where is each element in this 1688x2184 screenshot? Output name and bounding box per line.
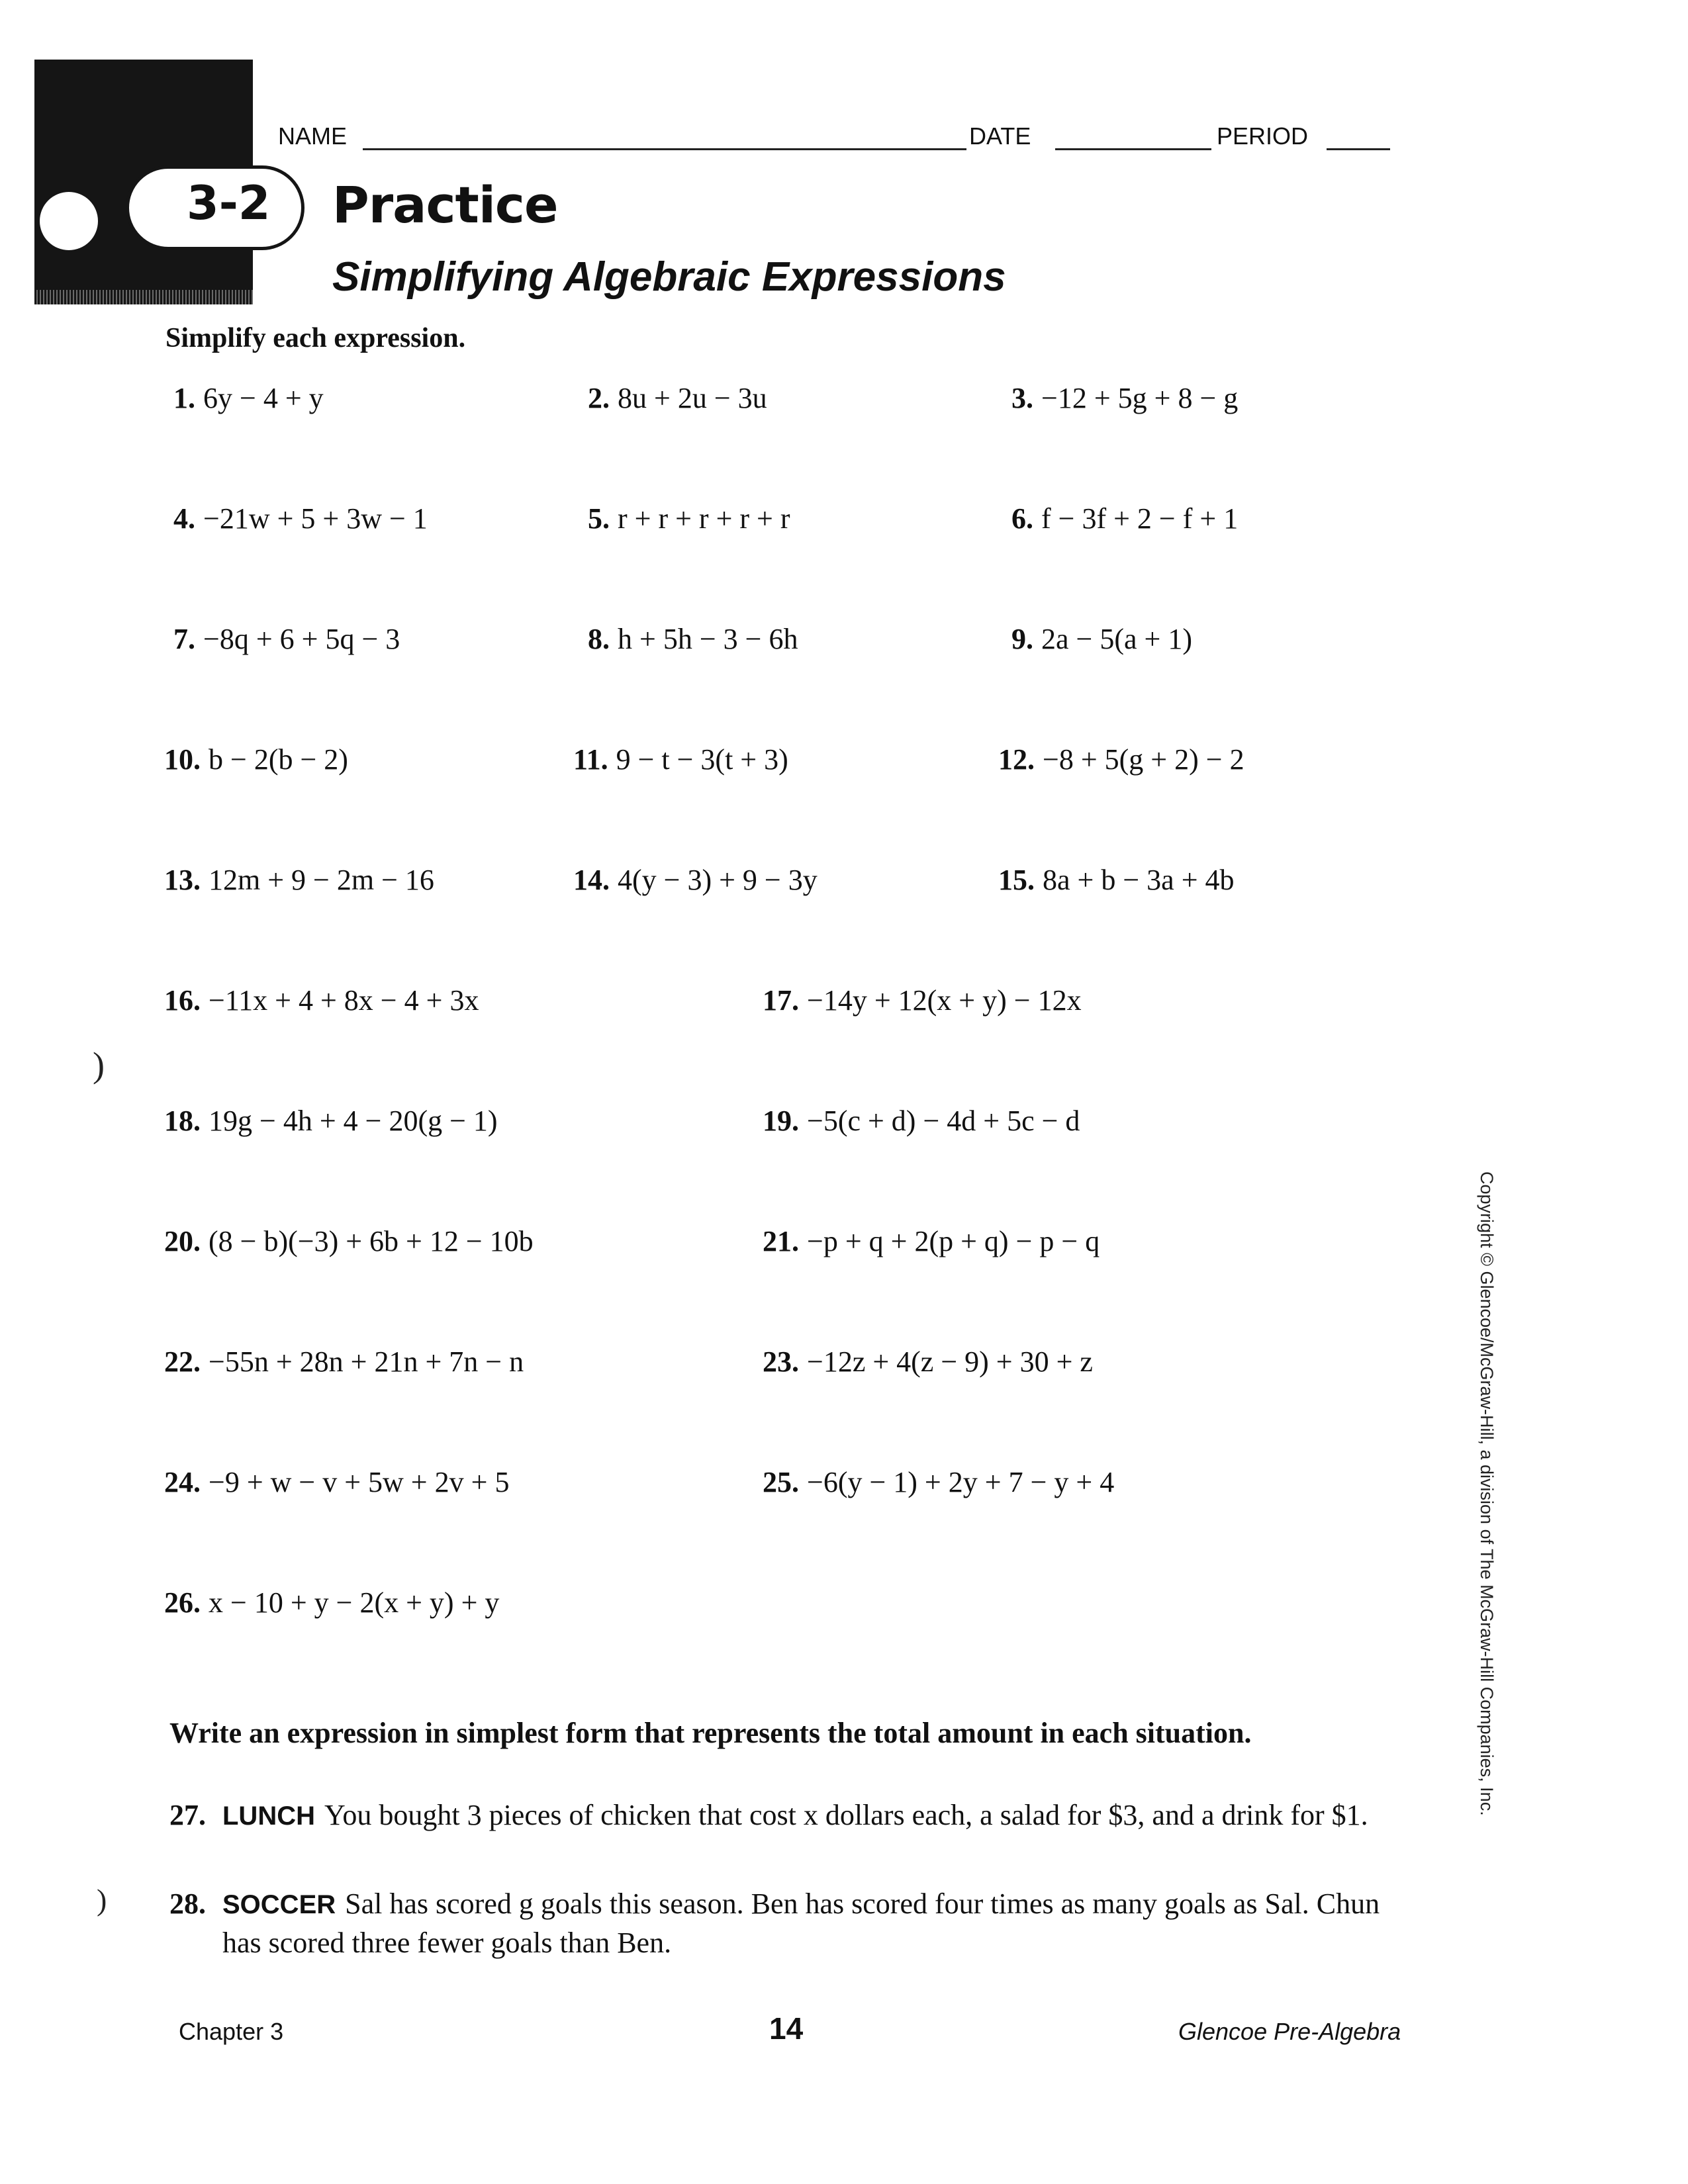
problem-expression: 2a − 5(a + 1) bbox=[1041, 623, 1192, 655]
period-field[interactable] bbox=[1327, 148, 1390, 150]
word-problem-number: 27. bbox=[169, 1799, 206, 1831]
word-problem-body bbox=[169, 1885, 1414, 1962]
problem-item bbox=[164, 1107, 498, 1136]
problem-item bbox=[998, 866, 1235, 895]
problem-item bbox=[763, 1468, 1114, 1497]
problem-item bbox=[1011, 504, 1238, 533]
problem-number: 25. bbox=[763, 1466, 799, 1498]
problem-number: 20. bbox=[164, 1225, 201, 1257]
problem-expression: 19g − 4h + 4 − 20(g − 1) bbox=[209, 1105, 498, 1137]
problem-item bbox=[588, 384, 767, 413]
problem-item bbox=[164, 1227, 534, 1256]
problem-item bbox=[173, 504, 428, 533]
problem-item bbox=[173, 625, 400, 654]
problem-expression: −12z + 4(z − 9) + 30 + z bbox=[807, 1345, 1093, 1378]
margin-mark: ) bbox=[97, 1883, 107, 1917]
problem-number: 18. bbox=[164, 1105, 201, 1137]
word-problem-item bbox=[169, 1796, 1414, 1835]
problem-expression: 12m + 9 − 2m − 16 bbox=[209, 864, 434, 896]
problem-item bbox=[164, 986, 479, 1015]
page-subtitle: Simplifying Algebraic Expressions bbox=[332, 254, 1006, 300]
problem-expression: 9 − t − 3(t + 3) bbox=[616, 743, 788, 776]
copyright-notice bbox=[1473, 1171, 1499, 1816]
problem-number: 2. bbox=[588, 382, 610, 414]
problem-expression: b − 2(b − 2) bbox=[209, 743, 348, 776]
problem-number: 23. bbox=[763, 1345, 799, 1378]
problem-expression: −8 + 5(g + 2) − 2 bbox=[1043, 743, 1244, 776]
problem-expression: 8u + 2u − 3u bbox=[618, 382, 767, 414]
problem-number: 24. bbox=[164, 1466, 201, 1498]
problem-expression: −5(c + d) − 4d + 5c − d bbox=[807, 1105, 1080, 1137]
problem-number: 13. bbox=[164, 864, 201, 896]
footer-book-title: Glencoe Pre-Algebra bbox=[1178, 2018, 1401, 2045]
date-label: DATE bbox=[969, 122, 1031, 150]
problem-expression: −55n + 28n + 21n + 7n − n bbox=[209, 1345, 524, 1378]
problem-expression: h + 5h − 3 − 6h bbox=[618, 623, 798, 655]
problem-expression: 4(y − 3) + 9 − 3y bbox=[618, 864, 818, 896]
problem-item bbox=[1011, 625, 1192, 654]
problem-number: 8. bbox=[588, 623, 610, 655]
problem-item bbox=[164, 745, 348, 774]
word-problem-number: 28. bbox=[169, 1888, 206, 1920]
problem-expression: −p + q + 2(p + q) − p − q bbox=[807, 1225, 1100, 1257]
problem-expression: −12 + 5g + 8 − g bbox=[1041, 382, 1239, 414]
word-problem-instructions: Write an expression in simplest form that represents the total amount in each situation. bbox=[169, 1717, 1252, 1749]
problem-number: 17. bbox=[763, 984, 799, 1017]
page-title: Practice bbox=[332, 175, 558, 234]
problem-item bbox=[588, 504, 790, 533]
problem-number: 11. bbox=[573, 743, 608, 776]
problem-number: 3. bbox=[1011, 382, 1033, 414]
problem-item bbox=[164, 866, 434, 895]
problem-item bbox=[588, 625, 798, 654]
problem-expression: 6y − 4 + y bbox=[203, 382, 324, 414]
word-problem-body bbox=[169, 1796, 1414, 1835]
problem-expression: r + r + r + r + r bbox=[618, 502, 790, 535]
problem-item bbox=[164, 1588, 499, 1617]
problem-expression: 8a + b − 3a + 4b bbox=[1043, 864, 1235, 896]
problem-number: 15. bbox=[998, 864, 1035, 896]
problem-expression: f − 3f + 2 − f + 1 bbox=[1041, 502, 1239, 535]
problem-item bbox=[998, 745, 1244, 774]
problem-expression: −6(y − 1) + 2y + 7 − y + 4 bbox=[807, 1466, 1115, 1498]
margin-mark: ) bbox=[93, 1045, 105, 1085]
word-problem-text: You bought 3 pieces of chicken that cost x dollars each, a salad for $3, and a drink for $1. bbox=[324, 1799, 1368, 1831]
problem-item bbox=[573, 745, 788, 774]
lesson-number: 3-2 bbox=[187, 176, 271, 230]
problem-number: 7. bbox=[173, 623, 195, 655]
problem-item bbox=[164, 1468, 509, 1497]
problem-item bbox=[763, 1347, 1093, 1377]
section-instructions: Simplify each expression. bbox=[165, 323, 466, 353]
punch-hole-circle bbox=[40, 192, 98, 250]
footer-chapter: Chapter 3 bbox=[179, 2018, 284, 2045]
word-problem-text: Sal has scored g goals this season. Ben has scored four times as many goals as Sal. Chun has scored three fewer goals than Ben. bbox=[222, 1888, 1380, 1959]
problem-number: 4. bbox=[173, 502, 195, 535]
word-problem-topic: SOCCER bbox=[222, 1890, 336, 1919]
problem-item bbox=[164, 1347, 524, 1377]
problem-expression: −11x + 4 + 8x − 4 + 3x bbox=[209, 984, 479, 1017]
problem-number: 14. bbox=[573, 864, 610, 896]
problem-number: 19. bbox=[763, 1105, 799, 1137]
problem-expression: (8 − b)(−3) + 6b + 12 − 10b bbox=[209, 1225, 534, 1257]
problem-item bbox=[573, 866, 818, 895]
problem-item bbox=[763, 1107, 1080, 1136]
date-field[interactable] bbox=[1055, 148, 1211, 150]
problem-number: 26. bbox=[164, 1586, 201, 1619]
period-label: PERIOD bbox=[1217, 122, 1309, 150]
block-speckle bbox=[34, 290, 253, 304]
problem-number: 5. bbox=[588, 502, 610, 535]
problem-expression: −8q + 6 + 5q − 3 bbox=[203, 623, 400, 655]
copyright-text: Copyright © Glencoe/McGraw-Hill, a division of The McGraw-Hill Companies, Inc. bbox=[1477, 1171, 1497, 1816]
problem-item bbox=[173, 384, 324, 413]
footer-page-number: 14 bbox=[769, 2011, 804, 2046]
name-label: NAME bbox=[278, 122, 348, 150]
problem-number: 22. bbox=[164, 1345, 201, 1378]
problem-item bbox=[1011, 384, 1238, 413]
name-field[interactable] bbox=[363, 148, 966, 150]
problem-number: 9. bbox=[1011, 623, 1033, 655]
problem-expression: x − 10 + y − 2(x + y) + y bbox=[209, 1586, 500, 1619]
word-problem-item bbox=[169, 1885, 1414, 1962]
problem-number: 6. bbox=[1011, 502, 1033, 535]
problem-expression: −9 + w − v + 5w + 2v + 5 bbox=[209, 1466, 510, 1498]
problem-expression: −14y + 12(x + y) − 12x bbox=[807, 984, 1082, 1017]
word-problem-topic: LUNCH bbox=[222, 1801, 315, 1831]
problem-item bbox=[763, 1227, 1100, 1256]
problem-item bbox=[763, 986, 1082, 1015]
problem-number: 16. bbox=[164, 984, 201, 1017]
problem-number: 10. bbox=[164, 743, 201, 776]
problem-number: 1. bbox=[173, 382, 195, 414]
problem-number: 21. bbox=[763, 1225, 799, 1257]
problem-number: 12. bbox=[998, 743, 1035, 776]
problem-expression: −21w + 5 + 3w − 1 bbox=[203, 502, 428, 535]
